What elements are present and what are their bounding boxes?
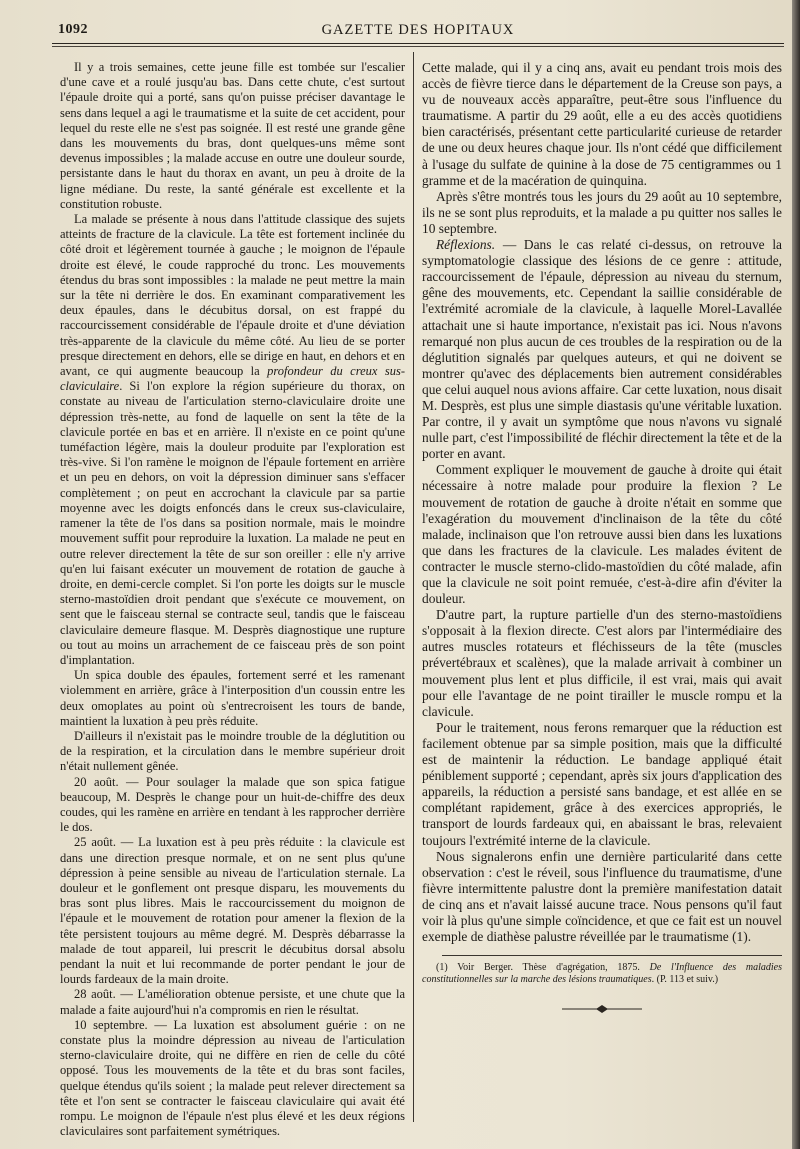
footnote-rule [442,955,782,956]
header-rule-thin [52,46,784,47]
paragraph: 28 août. — L'amélioration obtenue persiste, et une chute que la malade a faite aujourd'hui n'a compromis en rien le résultat. [60,987,405,1017]
page-title: GAZETTE DES HOPITAUX [321,22,515,38]
header-rule [52,43,784,44]
column-divider [413,52,414,1122]
paragraph: Après s'être montrés tous les jours du 29 août au 10 septembre, ils ne se sont plus reproduits, et la malade a pu quitter nos salles le 10 septembre. [422,188,782,236]
paragraph: Nous signalerons enfin une dernière particularité dans cette observation : c'est le réveil, sous l'influence du traumatisme, d'une fièvre intermittente palustre dont la première manifestation datait de cinq ans et n'avait laissé aucune trace. Nous pensons qu'il faut voir là plus qu'une simple coïncidence, et que ce fait est un nouvel exemple de diathèse palustre réveillée par le traumatisme (1). [422,848,782,945]
paragraph: D'ailleurs il n'existait pas le moindre trouble de la déglutition ou de la respiration, et la circulation dans le membre supérieur droit n'était nullement gênée. [60,728,405,774]
italic-phrase: profondeur du creux sus-claviculaire [60,364,405,394]
paragraph: Il y a trois semaines, cette jeune fille est tombée sur l'escalier d'une cave et a roulé jusqu'au bas. Dans cette chute, c'est surtout l'épaule droite qui a porté, sans qu'on puisse préciser davantage le sens dans lequel a agi le traumatisme et la suite de cet accident, pour lequel du reste elle ne s'est pas soignée. Il est resté une grande gêne dans les mouvements du bras, dont quelques-uns même sont devenus impossibles ; la malade accuse en outre une douleur sourde, persistante dans le haut du thorax en avant, un peu à droite de la ligne médiane. Du reste, la santé générale est excellente et la constitution robuste. [60,60,405,211]
paragraph: 25 août. — La luxation est à peu près réduite : la clavicule est dans une direction presque normale, et on ne sent plus qu'une dépression à peine sensible au niveau de l'articulation sternale. La douleur et le gonflement ont presque disparu, les mouvements du bras sont plus libres. Mais le raccourcissement du moignon de l'épaule et le mouvement de rotation pour amener la flexion de la tête persistent toujours au même degré. M. Desprès débarrasse la malade de tout appareil, lui prescrit le décubitus dorsal absolu pendant la nuit et lui recommande de porter pendant le jour de lourds fardeaux de la main droite. [60,835,405,987]
footnote: (1) Voir Berger. Thèse d'agrégation, 1875. De l'Influence des maladies constitutionnelles sur la marche des lésions traumatiques. (P. 113 et suiv.) [422,962,783,986]
paragraph: La malade se présente à nous dans l'attitude classique des sujets atteints de fracture de la clavicule. La tête est fortement inclinée du côté droit et légèrement tournée à gauche ; le moignon de l'épaule droite est élevé, le coude rapproché du tronc. Les mouvements étendus du bras sont impossibles : la malade ne peut mettre la main sur la tête ni derrière le dos. En examinant comparativement les deux épaules, dans le décubitus dorsal, on est frappé du raccourcissement considérable de l'épaule droite et d'une déviation très-apparente de la clavicule du même côté. Au lieu de se porter presque directement en dehors, elle se dirige en haut, en dehors et en avant, ce qui augmente beaucoup la profondeur du creux sus-claviculaire. Si l'on explore la région supérieure du thorax, on constate au niveau de l'articulation sterno-claviculaire droite une dépression très-nette, au fond de laquelle on sent la tête de la clavicule portée en bas et en arrière. Il n'existe en ce point qu'une tuméfaction légère, mais la douleur produite par l'exploration est très-vive. Si l'on ramène le moignon de l'épaule fortement en arrière et un peu en dehors, on voit la dépression diminuer sans s'effacer complètement ; on peut en accrochant la clavicule par sa partie moyenne avec les doigts enfoncés dans le creux sus-claviculaire, ramener la tête de l'os dans sa position normale, mais le moindre mouvement suffit pour reproduire la luxation. La malade ne peut en outre relever directement la tête de sur son oreiller : elle n'y arrive qu'en lui faisant exécuter un mouvement de rotation de gauche à droite, en demi-cercle complet. Si l'on porte les doigts sur le muscle sterno-mastoïdien droit pendant que s'exécute ce mouvement, on sent que le faisceau sternal se contracte seul, tandis que le faisceau claviculaire demeure flasque. M. Desprès diagnostique une rupture ou tout au moins un arrachement de ce faisceau près de son point d'implantation. [60,212,405,667]
paragraph: 20 août. — Pour soulager la malade que son spica fatigue beaucoup, M. Desprès le change pour un huit-de-chiffre des deux coudes, qui les ramène en arrière en tendant à les rapprocher derrière le dos. [60,774,405,835]
paragraph: D'autre part, la rupture partielle d'un des sterno-mastoïdiens s'opposait à la flexion directe. C'est alors par l'intermédiaire des autres muscles rotateurs et fléchisseurs de la tête (muscles prévertébraux et scalènes), que la malade arrivait à combiner un mouvement plus lent et plus difficile, il est vrai, mais qui avait pour elle l'avantage de ne point tirailler le muscle rompu et la clavicule. [422,607,782,719]
paragraph: Cette malade, qui il y a cinq ans, avait eu pendant trois mois des accès de fièvre tierce dans le département de la Creuse son pays, a vu de nouveaux accès apparaître, peut-être sous l'influence du traumatisme. A partir du 29 août, elle a eu des accès quotidiens bien caractérisés, présentant cette particularité curieuse de retarder de une ou deux heures chaque jour. Ils n'ont cédé que difficilement à l'usage du sulfate de quinine à la dose de 75 centigrammes ou 1 gramme et de la macération de quinquina. [422,60,782,188]
paragraph: Un spica double des épaules, fortement serré et les ramenant violemment en arrière, grâce à l'interposition d'un coussin entre les deux omoplates au point où s'entrecroisent les tours de bande, maintient la luxation à peu près réduite. [60,668,405,728]
paragraph: Pour le traitement, nous ferons remarquer que la réduction est facilement obtenue par sa simple position, mais que la difficulté est de maintenir la réduction. Le bandage appliqué était péniblement supporté ; cependant, après six jours d'application des appareils, la réduction a persisté sans bandage, et est allée en se complétant rapidement, grâce à des exercices appropriés, le transport de lourds fardeaux qui, en abaissant le bras, relevaient toujours l'extrémité interne de la clavicule. [422,719,782,848]
left-column [60,60,405,1139]
italic-phrase: Réflexions. [436,237,496,253]
right-column [422,60,782,1014]
paragraph: Comment expliquer le mouvement de gauche à droite qui était nécessaire à notre malade pour produire la flexion ? Le mouvement de rotation de gauche à droite n'était en somme que l'exagération du mouvement d'inclinaison de la tête du côté malade, inclinaison que l'on retrouve aussi bien dans les luxations que dans les fractures de la clavicule. Les malades évitent de contracter le muscle sterno-clido-mastoïdien du côté malade, afin que la clavicule ne soit point remuée, c'est-à-dire afin d'éviter la douleur. [422,462,782,607]
end-ornament [562,1004,642,1014]
paragraph: 10 septembre. — La luxation est absolument guérie : on ne constate plus la moindre dépression au niveau de l'articulation sterno-claviculaire droite, qui ne diffère en rien de celle du côté opposé. Tous les mouvements de la tête et du bras sont faciles, quelque étendus qu'ils soient ; la malade peut relever directement sa tête et l'on sent se contracter le faisceau claviculaire qui avait été rompu. Le moignon de l'épaule n'est plus élevé et les deux régions claviculaires sont parfaitement symétriques. [60,1017,405,1139]
italic-phrase: De l'Influence des maladies constitutionnelles sur la marche des lésions traumatiques [422,962,783,986]
paragraph: Réflexions. — Dans le cas relaté ci-dessus, on retrouve la symptomatologie classique des lésions de ce genre : attitude, raccourcissement de l'épaule, dépression au niveau du sternum, gêne des mouvements, etc. Cependant la saillie considérable de l'extrémité acromiale de la clavicule, à laquelle Morel-Lavallée attachait une si haute importance, n'existait pas ici. Nous n'avons remarqué non plus aucun de ces troubles de la respiration ou de la déglutition signalés par quelques auteurs, et qui ne doivent se montrer qu'avec des déplacements bien autrement considérables que celui auquel nous avions affaire. Car cette luxation, nous disait M. Desprès, est plus une simple diastasis qu'une véritable luxation. Par contre, il y avait un symptôme que nous n'avons vu signalé nulle part, c'est l'impossibilité de fléchir directement la tête et de la porter en avant. [422,237,782,462]
page-edge [792,0,800,1149]
page-number: 1092 [58,22,88,37]
